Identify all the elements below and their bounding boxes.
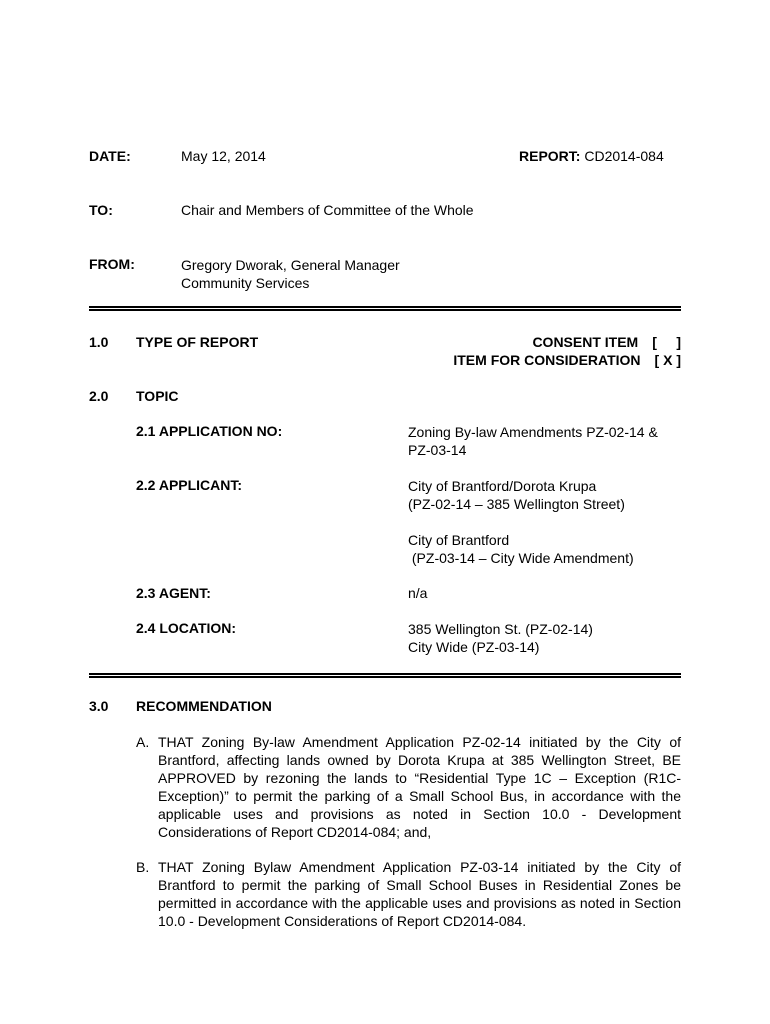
to-label: TO:: [89, 202, 113, 218]
section-1-title: TYPE OF REPORT: [136, 334, 259, 350]
report-label: REPORT:: [519, 148, 581, 164]
section-3-title: RECOMMENDATION: [136, 698, 272, 714]
recommendation-a-text: THAT Zoning By-law Amendment Application PZ-02-14 initiated by the City of Brantford, affecting lands owned by Dorota Krupa at 385 Wellington Street, BE APPROVED by rezoning the lands to “Residential Type 1C – Exception (R1C-Exception)” to permit the parking of a Small School Bus, in accordance with the applicable uses and provisions as noted in Section 10.0 - Development Considerations of Report CD2014-084; and,: [158, 734, 681, 840]
consideration-item-row: [361, 351, 681, 369]
recommendation-a-letter: A.: [136, 734, 150, 750]
date-label: DATE:: [89, 148, 131, 164]
section-3-number: 3.0: [89, 698, 109, 714]
consideration-item-checkbox: [ X ]: [654, 352, 681, 368]
application-no-label: 2.1 APPLICATION NO:: [136, 423, 283, 439]
applicant-line-2: (PZ-02-14 – 385 Wellington Street): [408, 496, 625, 512]
report-value: CD2014-084: [584, 148, 664, 164]
location-line-1: 385 Wellington St. (PZ-02-14): [408, 621, 593, 637]
to-value: Chair and Members of Committee of the Whole: [181, 202, 474, 218]
report-type-options: [361, 333, 681, 369]
section-divider-2: [89, 673, 681, 678]
applicant-line-1: City of Brantford/Dorota Krupa: [408, 478, 597, 494]
from-line-1: Gregory Dworak, General Manager: [181, 257, 400, 273]
section-divider-1: [89, 306, 681, 311]
agent-value: n/a: [408, 585, 428, 601]
consent-item-checkbox: [ ]: [652, 334, 681, 350]
application-no-line-2: PZ-03-14: [408, 442, 467, 458]
from-label: FROM:: [89, 256, 135, 272]
section-1-number: 1.0: [89, 334, 109, 350]
section-2-number: 2.0: [89, 388, 109, 404]
from-value: [181, 256, 400, 292]
date-value: May 12, 2014: [181, 148, 266, 164]
applicant-value: [408, 477, 625, 513]
location-line-2: City Wide (PZ-03-14): [408, 639, 540, 655]
agent-label: 2.3 AGENT:: [136, 585, 211, 601]
recommendation-a: [136, 733, 681, 841]
consideration-item-label: ITEM FOR CONSIDERATION: [453, 352, 641, 368]
applicant-b-line-2: (PZ-03-14 – City Wide Amendment): [408, 550, 634, 566]
applicant-b-line-1: City of Brantford: [408, 532, 510, 548]
applicant-label: 2.2 APPLICANT:: [136, 477, 243, 493]
recommendation-b: [136, 858, 681, 930]
recommendation-b-letter: B.: [136, 859, 150, 875]
from-line-2: Community Services: [181, 275, 310, 291]
applicant-value-b: [408, 531, 634, 567]
location-value: [408, 620, 593, 656]
report-number: [519, 148, 664, 164]
application-no-value: [408, 423, 658, 459]
consent-item-row: [361, 333, 681, 351]
consent-item-label: CONSENT ITEM: [532, 334, 639, 350]
location-label: 2.4 LOCATION:: [136, 620, 237, 636]
section-2-title: TOPIC: [136, 388, 179, 404]
application-no-line-1: Zoning By-law Amendments PZ-02-14 &: [408, 424, 658, 440]
recommendation-b-text: THAT Zoning Bylaw Amendment Application PZ-03-14 initiated by the City of Brantford to permit the parking of Small School Buses in Residential Zones be permitted in accordance with the applicable uses and provisions as noted in Section 10.0 - Development Considerations of Report CD2014-084.: [158, 859, 681, 929]
